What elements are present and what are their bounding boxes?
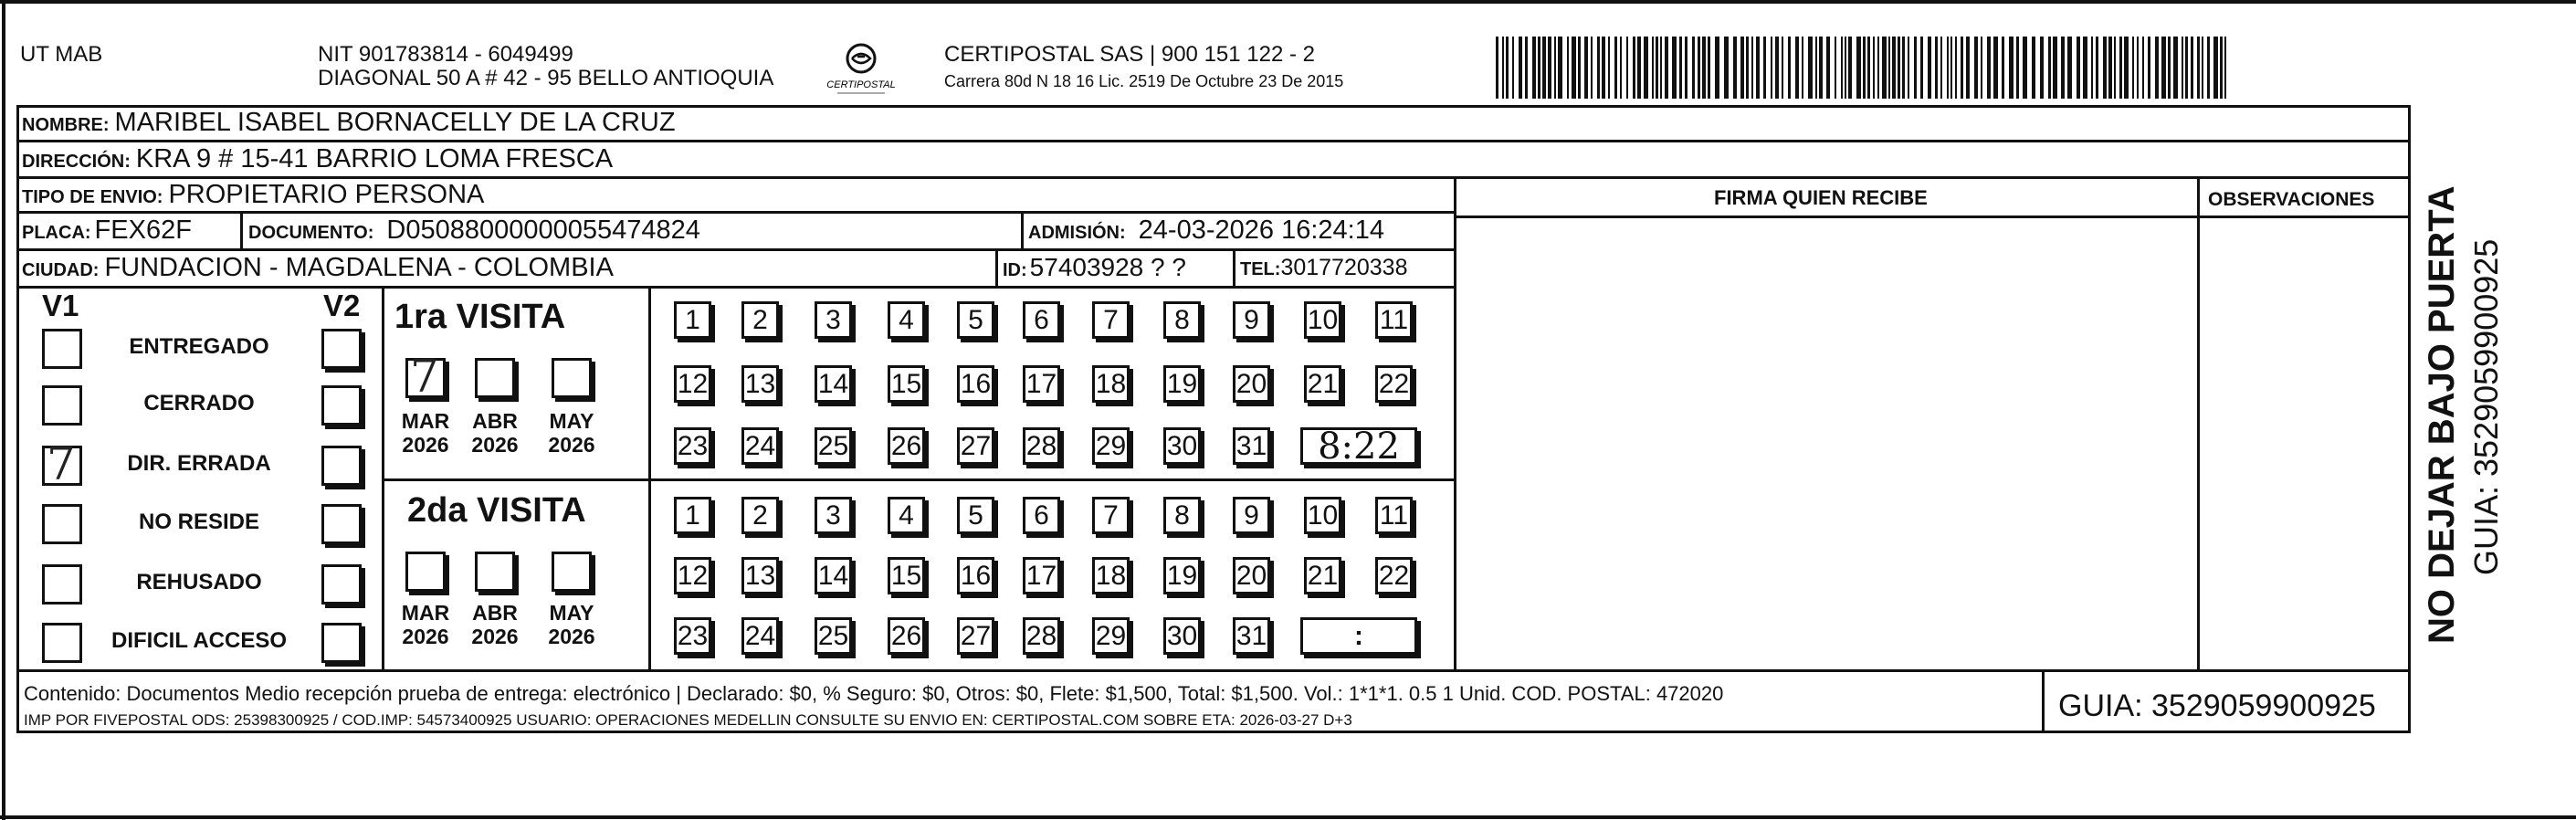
second-visit-day-box[interactable]: 6 (1023, 497, 1060, 534)
v2-checkbox[interactable] (321, 329, 362, 369)
second-visit-month-checkbox[interactable] (405, 552, 446, 592)
first-visit-day-box[interactable]: 11 (1375, 301, 1413, 339)
left-border (2, 0, 5, 820)
v2-checkbox[interactable] (321, 504, 362, 544)
divider (1233, 248, 1235, 286)
barcode-bar (1993, 37, 1998, 99)
first-visit-day-box[interactable]: 22 (1375, 365, 1413, 403)
barcode-bar (1955, 37, 1957, 99)
divider (382, 478, 1456, 481)
barcode-bar (2197, 37, 2200, 99)
barcode-bar (1845, 37, 1846, 99)
carrier-name: CERTIPOSTAL SAS | 900 151 122 - 2 (944, 42, 1315, 67)
barcode-bar (2061, 37, 2065, 99)
barcode-bar (2077, 37, 2080, 99)
v1-checkbox[interactable] (42, 504, 82, 544)
first-visit-day-box[interactable]: 31 (1233, 427, 1270, 465)
barcode-bar (1578, 37, 1581, 99)
barcode-bar (1532, 37, 1536, 99)
barcode-bar (1981, 37, 1982, 99)
divider (2197, 176, 2200, 669)
signature-area[interactable] (1457, 219, 2193, 667)
address-label: DIRECCIÓN: (22, 152, 131, 172)
certipostal-logo (825, 40, 898, 104)
barcode-bar (1940, 37, 1942, 99)
first-visit-day-box[interactable]: 16 (957, 365, 994, 403)
recipient-address: KRA 9 # 15-41 BARRIO LOMA FRESCA (135, 144, 614, 173)
barcode-bar (1826, 37, 1830, 99)
divider (16, 176, 2411, 179)
barcode-bar (2213, 37, 2218, 99)
barcode-bar (2182, 37, 2183, 99)
v1-checkbox[interactable] (42, 564, 82, 604)
second-visit-day-box[interactable]: 8 (1163, 497, 1201, 534)
first-visit-day-box[interactable]: 26 (888, 427, 925, 465)
sender-address: DIAGONAL 50 A # 42 - 95 BELLO ANTIOQUIA (318, 66, 774, 90)
divider (1454, 176, 1456, 669)
barcode-bar (1597, 37, 1600, 99)
barcode-bar (2220, 37, 2223, 99)
second-visit-day-box[interactable]: 10 (1304, 497, 1341, 534)
company-name: UT MAB (20, 42, 103, 67)
barcode-bar (1620, 37, 1622, 99)
barcode-bar (1782, 37, 1783, 99)
barcode-bar (1519, 37, 1522, 99)
barcode-bar (2091, 37, 2093, 99)
status-option-label: REHUSADO (136, 570, 262, 594)
barcode-bar (1633, 37, 1635, 99)
barcode-bar (1602, 37, 1605, 99)
second-visit-day-box[interactable]: 3 (815, 497, 852, 534)
first-visit-day-box[interactable]: 3 (815, 301, 852, 339)
second-visit-title: 2da VISITA (407, 491, 586, 530)
barcode-bar (1740, 37, 1744, 99)
second-visit-month-label: ABR 2026 (471, 601, 519, 649)
second-visit-day-box[interactable]: 30 (1163, 617, 1201, 655)
second-visit-day-box[interactable]: 16 (957, 557, 994, 594)
handwritten-check-mark: 7 (47, 437, 76, 490)
document-label: DOCUMENTO: (248, 223, 374, 243)
barcode-bar (1950, 37, 1952, 99)
barcode-bar (1898, 37, 1900, 99)
barcode-bar (1708, 37, 1710, 99)
v2-checkbox[interactable] (321, 564, 362, 604)
document-value: D05088000000055474824 (386, 216, 700, 245)
side-warning: NO DEJAR BAJO PUERTA (2422, 185, 2462, 644)
shipment-label: TIPO DE ENVIO: (22, 187, 163, 207)
barcode-bar (1608, 37, 1610, 99)
barcode-bar (1506, 37, 1509, 99)
plate-label: PLACA: (22, 223, 91, 243)
barcode-bar (2040, 37, 2044, 99)
barcode-bar (1644, 37, 1648, 99)
second-visit-day-box[interactable]: 22 (1375, 557, 1413, 594)
first-visit-day-box[interactable]: 20 (1233, 365, 1270, 403)
name-label: NOMBRE: (22, 115, 110, 135)
second-visit-day-box[interactable]: 29 (1092, 617, 1130, 655)
barcode-bar (2096, 37, 2098, 99)
second-visit-day-box[interactable]: 28 (1023, 617, 1060, 655)
divider (648, 286, 651, 669)
barcode-bar (2124, 37, 2129, 99)
footer-line-2: IMP POR FIVEPOSTAL ODS: 25398300925 / COD.IMP: 54573400925 USUARIO: OPERACIONES MEDELLIN CONSULTE SU ENVIO EN: CERTIPOSTAL.COM SOBRE ETA: 2026-03-27 D+3 (24, 711, 1352, 729)
barcode-bar (1763, 37, 1766, 99)
barcode-bar (2161, 37, 2166, 99)
barcode-bar (2083, 37, 2087, 99)
second-visit-day-box[interactable]: 18 (1092, 557, 1130, 594)
barcode-bar (2137, 37, 2139, 99)
second-visit-time-box[interactable]: : (1300, 617, 1417, 655)
barcode-bar (2032, 37, 2035, 99)
shipment-type: PROPIETARIO PERSONA (168, 180, 485, 209)
barcode-bar (2023, 37, 2027, 99)
name-row (22, 110, 676, 136)
v1-checkbox[interactable] (42, 385, 82, 426)
divider (995, 248, 998, 286)
v1-checkbox[interactable] (42, 623, 82, 663)
barcode-bar (1867, 37, 1870, 99)
barcode-bar (1974, 37, 1978, 99)
admission-row (1028, 217, 1384, 244)
barcode-bar (1685, 37, 1688, 99)
first-visit-day-box[interactable]: 13 (741, 365, 779, 403)
divider (2042, 669, 2045, 733)
divider (1021, 211, 1024, 248)
city-row (22, 255, 614, 281)
barcode-bar (1496, 37, 1498, 99)
barcode-bar (1819, 37, 1823, 99)
barcode-bar (1502, 37, 1504, 99)
id-row (1003, 255, 1186, 280)
barcode-bar (1771, 37, 1772, 99)
v2-checkbox[interactable] (321, 446, 362, 486)
observations-area[interactable] (2201, 219, 2407, 667)
second-visit-day-box[interactable]: 23 (674, 617, 711, 655)
id-label: ID: (1003, 260, 1027, 280)
first-visit-day-box[interactable]: 30 (1163, 427, 1201, 465)
address-row (22, 146, 613, 173)
first-visit-month-checkbox[interactable] (552, 358, 592, 398)
barcode-bar (1808, 37, 1813, 99)
first-visit-month-checkbox[interactable] (475, 358, 515, 398)
second-visit-day-box[interactable]: 24 (741, 617, 779, 655)
barcode-bar (2002, 37, 2004, 99)
barcode-bar (1538, 37, 1540, 99)
first-visit-day-box[interactable]: 6 (1023, 301, 1060, 339)
v2-checkbox[interactable] (321, 385, 362, 426)
barcode-bar (2009, 37, 2013, 99)
shipment-row (22, 182, 484, 208)
divider (16, 140, 2411, 142)
barcode-bar (1914, 37, 1917, 99)
barcode-bar (2191, 37, 2193, 99)
barcode-bar (1525, 37, 1528, 99)
barcode-bar (1698, 37, 1700, 99)
top-border (0, 0, 2576, 4)
barcode-bar (1775, 37, 1779, 99)
first-visit-day-box[interactable]: 2 (741, 301, 779, 339)
second-visit-day-box[interactable]: 2 (741, 497, 779, 534)
barcode-bar (1756, 37, 1760, 99)
second-visit-month-checkbox[interactable] (475, 552, 515, 592)
barcode-bar (1987, 37, 1991, 99)
barcode-bar (2173, 37, 2178, 99)
divider (16, 248, 1454, 251)
second-visit-day-box[interactable]: 14 (815, 557, 852, 594)
barcode-bar (1892, 37, 1896, 99)
first-visit-day-box[interactable]: 24 (741, 427, 779, 465)
barcode-bar (1567, 37, 1569, 99)
city-value: FUNDACION - MAGDALENA - COLOMBIA (104, 253, 614, 282)
barcode-bar (1935, 37, 1938, 99)
first-visit-day-box[interactable]: 5 (957, 301, 994, 339)
first-visit-month-label: MAY 2026 (548, 409, 595, 457)
second-visit-day-box[interactable]: 11 (1375, 497, 1413, 534)
first-visit-day-box[interactable]: 15 (888, 365, 925, 403)
barcode-bar (1928, 37, 1931, 99)
first-visit-day-box[interactable]: 8 (1163, 301, 1201, 339)
barcode-bar (1961, 37, 1963, 99)
barcode-bar (1656, 37, 1658, 99)
barcode-bar (1572, 37, 1576, 99)
second-visit-day-box[interactable]: 17 (1023, 557, 1060, 594)
first-visit-month-label: MAR 2026 (401, 409, 450, 457)
barcode-bar (1652, 37, 1654, 99)
firma-label: FIRMA QUIEN RECIBE (1714, 186, 1928, 209)
second-visit-day-box[interactable]: 25 (815, 617, 852, 655)
first-visit-day-box[interactable]: 23 (674, 427, 711, 465)
second-visit-day-box[interactable]: 19 (1163, 557, 1201, 594)
barcode-bar (2202, 37, 2203, 99)
footer-guia: GUIA: 3529059900925 (2058, 689, 2376, 723)
plate-row (22, 217, 192, 244)
first-visit-month-checkbox[interactable] (405, 350, 446, 403)
second-visit-day-box[interactable]: 13 (741, 557, 779, 594)
footer-line-1: Contenido: Documentos Medio recepción prueba de entrega: electrónico | Declarado: $0, % Seguro: $0, Otros: $0, Flete: $1,500, Total: $1,500. Vol.: 1*1*1. 0.5 1 Unid. COD. POSTAL: 472020 (24, 682, 1724, 705)
first-visit-day-box[interactable]: 9 (1233, 301, 1270, 339)
second-visit-month-checkbox[interactable] (552, 552, 592, 592)
barcode-bar (1558, 37, 1562, 99)
first-visit-month-label: ABR 2026 (471, 409, 519, 457)
barcode-bar (1672, 37, 1677, 99)
second-visit-day-box[interactable]: 1 (674, 497, 711, 534)
barcode-bar (1584, 37, 1588, 99)
v1-checkbox[interactable] (42, 329, 82, 369)
barcode-bar (1888, 37, 1890, 99)
document-row (248, 217, 700, 244)
plate-value: FEX62F (94, 216, 192, 245)
divider (240, 211, 243, 248)
first-visit-day-box[interactable]: 17 (1023, 365, 1060, 403)
status-option-label: CERRADO (143, 391, 255, 415)
barcode-bar (1724, 37, 1729, 99)
city-label: CIUDAD: (22, 260, 100, 280)
barcode-bar (2067, 37, 2072, 99)
barcode-bar (1966, 37, 1970, 99)
status-option-label: ENTREGADO (129, 334, 269, 359)
barcode-bar (2224, 37, 2226, 99)
barcode-bar (1591, 37, 1593, 99)
barcode-bar (1614, 37, 1617, 99)
handwritten-check-mark: 7 (410, 350, 439, 403)
barcode-bar (1841, 37, 1843, 99)
svg-text:CERTIPOSTAL: CERTIPOSTAL (826, 79, 896, 90)
barcode-bar (1802, 37, 1803, 99)
second-visit-day-box[interactable]: 31 (1233, 617, 1270, 655)
first-visit-time-box[interactable]: 8:22 (1300, 427, 1417, 465)
first-visit-day-box[interactable]: 1 (674, 301, 711, 339)
first-visit-day-box[interactable]: 10 (1304, 301, 1341, 339)
second-visit-day-box[interactable]: 20 (1233, 557, 1270, 594)
barcode-bar (1873, 37, 1875, 99)
second-visit-day-box[interactable]: 21 (1304, 557, 1341, 594)
first-visit-day-box[interactable]: 19 (1163, 365, 1201, 403)
barcode-bar (1746, 37, 1749, 99)
barcode-bar (1679, 37, 1682, 99)
second-visit-day-box[interactable]: 26 (888, 617, 925, 655)
barcode-bar (1902, 37, 1905, 99)
divider (16, 211, 1454, 214)
first-visit-day-box[interactable]: 12 (674, 365, 711, 403)
v2-label: V2 (323, 289, 361, 322)
v1-label: V1 (42, 289, 79, 322)
first-visit-day-box[interactable]: 4 (888, 301, 925, 339)
status-option-label: DIFICIL ACCESO (110, 628, 287, 653)
barcode-bar (1788, 37, 1791, 99)
phone-value: 3017720338 (1280, 255, 1408, 280)
phone-label: TEL: (1240, 259, 1281, 279)
barcode-bar (1554, 37, 1556, 99)
admission-label: ADMISIÓN: (1028, 223, 1126, 243)
barcode-bar (2155, 37, 2159, 99)
barcode-bar (1908, 37, 1909, 99)
first-visit-day-box[interactable]: 28 (1023, 427, 1060, 465)
second-visit-month-label: MAR 2026 (401, 601, 450, 649)
barcode (1496, 37, 2226, 99)
first-visit-day-box[interactable]: 18 (1092, 365, 1130, 403)
phone-row (1240, 257, 1407, 279)
barcode-bar (2132, 37, 2134, 99)
barcode-bar (2142, 37, 2144, 99)
barcode-bar (2168, 37, 2171, 99)
first-visit-day-box[interactable]: 14 (815, 365, 852, 403)
second-visit-day-box[interactable]: 4 (888, 497, 925, 534)
barcode-bar (2185, 37, 2188, 99)
divider (1454, 216, 2411, 218)
second-visit-day-box[interactable]: 27 (957, 617, 994, 655)
barcode-bar (1665, 37, 1668, 99)
barcode-bar (2114, 37, 2116, 99)
divider (16, 669, 2411, 672)
barcode-bar (2048, 37, 2051, 99)
barcode-bar (2103, 37, 2107, 99)
barcode-bar (1637, 37, 1641, 99)
first-visit-day-box[interactable]: 29 (1092, 427, 1130, 465)
second-visit-month-label: MAY 2026 (548, 601, 595, 649)
second-visit-day-box[interactable]: 12 (674, 557, 711, 594)
second-visit-day-box[interactable]: 5 (957, 497, 994, 534)
recipient-name: MARIBEL ISABEL BORNACELLY DE LA CRUZ (114, 108, 676, 137)
carrier-license: Carrera 80d N 18 16 Lic. 2519 De Octubre 23 De 2015 (944, 72, 1344, 90)
barcode-bar (1626, 37, 1628, 99)
barcode-bar (1795, 37, 1799, 99)
barcode-bar (1920, 37, 1923, 99)
barcode-bar (2108, 37, 2112, 99)
second-visit-day-box[interactable]: 15 (888, 557, 925, 594)
first-visit-day-box[interactable]: 25 (815, 427, 852, 465)
barcode-bar (2053, 37, 2057, 99)
status-option-label: NO RESIDE (138, 510, 260, 534)
v2-checkbox[interactable] (321, 623, 362, 663)
barcode-bar (1702, 37, 1706, 99)
barcode-bar (1660, 37, 1662, 99)
id-value: 57403928 ? ? (1029, 253, 1186, 281)
barcode-bar (1882, 37, 1887, 99)
barcode-bar (2207, 37, 2210, 99)
barcode-bar (1947, 37, 1949, 99)
divider (16, 286, 1454, 289)
admission-value: 24-03-2026 16:24:14 (1138, 216, 1384, 245)
second-visit-day-box[interactable]: 7 (1092, 497, 1130, 534)
first-visit-day-box[interactable]: 27 (957, 427, 994, 465)
barcode-bar (1856, 37, 1861, 99)
first-visit-day-box[interactable]: 21 (1304, 365, 1341, 403)
barcode-bar (2119, 37, 2122, 99)
barcode-bar (1877, 37, 1879, 99)
barcode-bar (2148, 37, 2150, 99)
barcode-bar (1863, 37, 1866, 99)
barcode-bar (1542, 37, 1546, 99)
bottom-border (0, 815, 2576, 819)
barcode-bar (2016, 37, 2019, 99)
status-option-label: DIR. ERRADA (127, 451, 271, 476)
second-visit-day-box[interactable]: 9 (1233, 497, 1270, 534)
first-visit-day-box[interactable]: 7 (1092, 301, 1130, 339)
barcode-bar (1835, 37, 1836, 99)
observaciones-label: OBSERVACIONES (2208, 189, 2375, 210)
barcode-bar (1512, 37, 1514, 99)
first-visit-title: 1ra VISITA (394, 298, 566, 336)
nit: NIT 901783814 - 6049499 (318, 42, 573, 67)
barcode-bar (1733, 37, 1737, 99)
barcode-bar (1715, 37, 1719, 99)
divider (382, 286, 384, 669)
barcode-bar (1815, 37, 1817, 99)
v1-checkbox[interactable] (42, 437, 82, 490)
barcode-bar (1751, 37, 1753, 99)
side-guia: GUIA: 3529059900925 (2467, 238, 2505, 575)
barcode-bar (1692, 37, 1695, 99)
barcode-bar (1848, 37, 1852, 99)
barcode-bar (1548, 37, 1551, 99)
